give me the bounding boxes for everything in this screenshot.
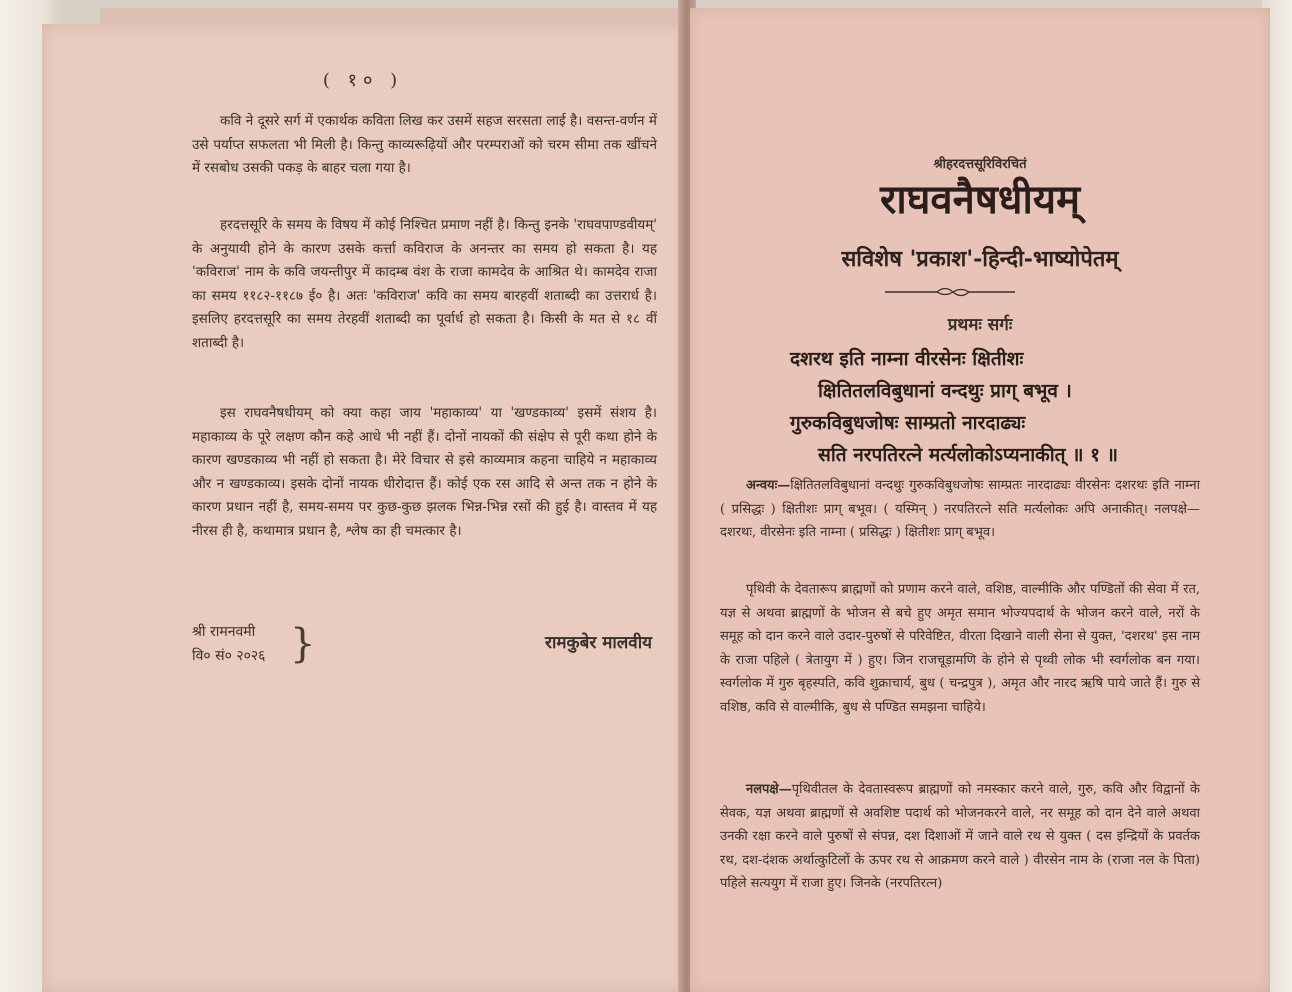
book-title: राघवनैषधीयम् xyxy=(880,176,1080,223)
ornament-divider-icon xyxy=(885,284,1015,300)
attribution: श्रीहरदत्तसूरिविरचितं xyxy=(933,157,1027,172)
paragraph-text: कवि ने दूसरे सर्ग में एकार्थक कविता लिख कर उसमें सहज सरसता लाई है। वसन्त-वर्णन में उसे पर्याप्त सफलता भी मिली है। किन्तु काव्यरूढ़ियों और परम्पराओं को चरम सीमा तक खींचने में रसबोध उसकी पकड़ के बाहर चला गया है। xyxy=(192,113,657,176)
verse-line-3: गुरुकविबुधजोषः साम्प्रतो नारदाढ्यः xyxy=(790,412,1026,434)
nala-text: पृथिवीतल के देवतास्वरूप ब्राह्मणों को नमस्कार करने वाले, गुरु, कवि और विद्वानों के सेवक, यज्ञ अथवा ब्राह्मणों से अवशिष्ट पदार्थ को भोजनकरने वाले, नर समूह को दान देने वाले अथवा उनकी रक्षा करने वाले पुरुषों से संपन्न, दश दिशाओं में जाने वाले रथ से युक्त ( दस इन्द्रियों के प्रवर्तक रथ, दश-दंशक अर्थात्कुटिलों के ऊपर रथ से आक्रमण करने वाले ) वीरसेन नाम के (राजा नल के पिता) पहिले सत्ययुग में राजा हुए। जिनके (नरपतिरत्न) xyxy=(720,782,1200,891)
preface-paragraph-1 xyxy=(192,110,657,181)
page-number: ( १० ) xyxy=(322,70,404,91)
preface-paragraph-3 xyxy=(192,402,657,543)
commentary-anvaya xyxy=(720,474,1200,545)
left-page xyxy=(42,24,684,992)
commentary-dasharatha xyxy=(720,578,1200,719)
signature-author: रामकुबेर मालवीय xyxy=(545,633,652,653)
verse-line-2: क्षितितलविबुधानां वन्दथुः प्राग् बभूव । xyxy=(818,380,1072,402)
commentary-nala xyxy=(720,778,1200,896)
book-subtitle: सविशेष 'प्रकाश'-हिन्दी-भाष्योपेतम् xyxy=(841,246,1119,272)
preface-paragraph-2 xyxy=(192,214,657,355)
signature-date-line-1: श्री रामनवमी xyxy=(192,624,256,640)
anvaya-text: क्षितितलविबुधानां वन्दथुः गुरुकविबुधजोषः साम्प्रतः नारदाढ्यः वीरसेनः दशरथः इति नाम्ना ( प्रसिद्धः ) क्षितीशः प्राग् बभूव। ( यस्मिन् ) नरपतिरत्ने सति मर्त्यलोकः अपि अनाकीत्। नलपक्षे—दशरथः, वीरसेनः इति नाम्ना ( प्रसिद्धः ) क्षितीशः प्राग् बभूव। xyxy=(720,478,1200,540)
signature-block xyxy=(192,620,672,680)
brace-mark: } xyxy=(290,621,316,667)
chapter-heading: प्रथमः सर्गः xyxy=(947,315,1013,335)
paragraph-text: हरदत्तसूरि के समय के विषय में कोई निश्चित प्रमाण नहीं है। किन्तु इनके 'राघवपाण्डवीयम्' के अनुयायी होने के कारण उसके कर्त्ता कविराज के अनन्तर का समय हो सकता है। यह 'कविराज' नाम के कवि जयन्तीपुर में कादम्ब वंश के राजा कामदेव के आश्रित थे। कामदेव राजा का समय ११८२-११८७ ई० है। अतः 'कविराज' कवि का समय बारहवीं शताब्दी का उत्तरार्ध है। इसलिए हरदत्तसूरि का समय तेरहवीं शताब्दी का पूर्वार्ध हो सकता है। किसी के मत से १८ वीं शताब्दी है। xyxy=(192,217,657,351)
nala-lead: नलपक्षे— xyxy=(746,782,792,797)
signature-date xyxy=(192,620,265,668)
right-page xyxy=(690,8,1270,992)
signature-date-line-2: वि० सं० २०२६ xyxy=(192,648,266,664)
paragraph-text: इस राघवनैषधीयम् को क्या कहा जाय 'महाकाव्य' या 'खण्डकाव्य' इसमें संशय है। महाकाव्य के पूरे लक्षण कौन कहे आधे भी नहीं हैं। दोनों नायकों की संक्षेप से पूरी कथा होने के कारण खण्डकाव्य भी नहीं हो सकता है। मेरे विचार से इसे काव्यमात्र कहना चाहिये न महाकाव्य और न खण्डकाव्य। इसके दोनों नायक धीरोदात्त हैं। कोई एक रस आदि से अन्त तक न होने के कारण प्रधान नहीं है, समय-समय पर कुछ-कुछ झलक भिन्न-भिन्न रसों की हुई है। वास्तव में यह नीरस ही है, कथामात्र प्रधान है, श्लेष का ही चमत्कार है। xyxy=(192,405,657,539)
verse-line-4: सति नरपतिरत्ने मर्त्यलोकोऽप्यनाकीत् ॥ १ ॥ xyxy=(818,444,1118,466)
anvaya-lead: अन्वयः— xyxy=(746,478,791,493)
verse-line-1: दशरथ इति नाम्ना वीरसेनः क्षितीशः xyxy=(790,348,1024,370)
dasharatha-text: पृथिवी के देवतारूप ब्राह्मणों को प्रणाम करने वाले, वशिष्ठ, वाल्मीकि और पण्डितों की सेवा में रत, यज्ञ से अथवा ब्राह्मणों के भोजन से बचे हुए अमृत समान भोज्यपदार्थ के भोजन करने वाले, नरों के समूह को दान करने वाले उदार-पुरुषों से परिवेष्टित, वीरता दिखाने वाली सेना से युक्त, 'दशरथ' इस नाम के राजा पहिले ( त्रेतायुग में ) हुए। जिन राजचूड़ामणि के होने से पृथ्वी लोक भी स्वर्गलोक बन गया। स्वर्गलोक में गुरु बृहस्पति, कवि शुक्राचार्य, बुध ( चन्द्रपुत्र ), अमृत और नारद ऋषि पाये जाते हैं। गुरु से वशिष्ठ, कवि से वाल्मीकि, बुध से पण्डित समझना चाहिये। xyxy=(720,582,1200,715)
